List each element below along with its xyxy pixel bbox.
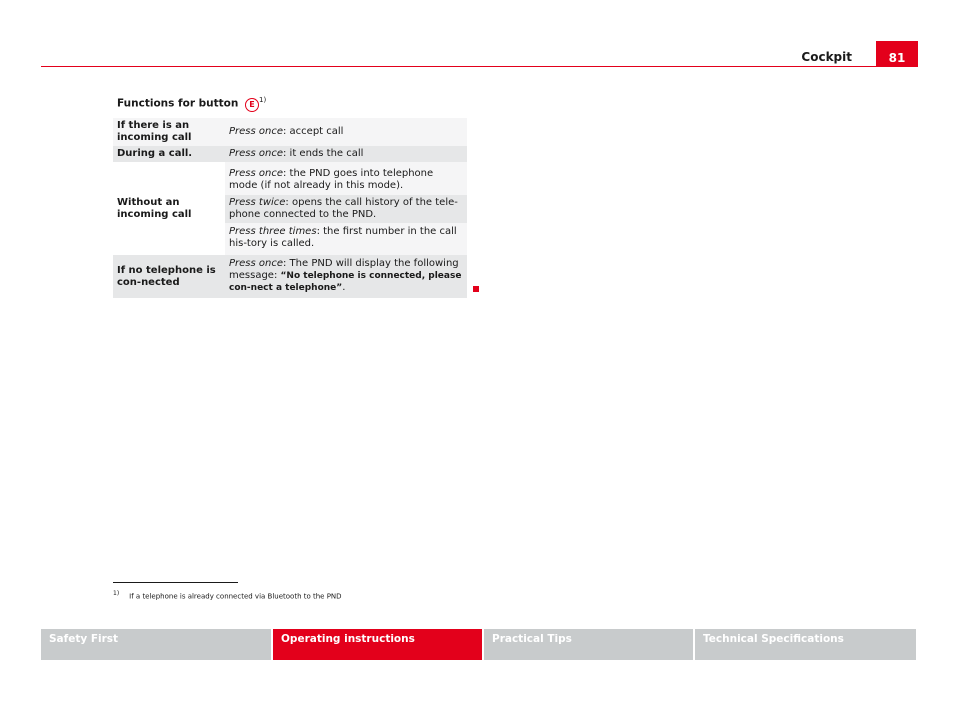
display-message: “No telephone is connected, please con-nect a telephone” — [229, 271, 462, 293]
row-description — [225, 195, 467, 223]
row-description — [225, 146, 467, 162]
button-functions-table — [113, 118, 467, 298]
table-row — [113, 146, 467, 162]
press-mode: Press once — [229, 168, 283, 179]
action-text: : accept call — [283, 126, 344, 137]
nav-tab-safety-first[interactable]: Safety First — [41, 629, 271, 660]
row-label: Without an incoming call — [113, 162, 225, 255]
nav-tab-technical-specifications[interactable]: Technical Specifications — [695, 629, 916, 660]
press-mode: Press once — [229, 126, 283, 137]
action-text: : opens the call history of the tele-phone connected to the PND. — [229, 197, 458, 220]
press-mode: Press twice — [229, 197, 286, 208]
press-mode: Press three times — [229, 226, 317, 237]
row-label: During a call. — [117, 148, 193, 159]
footnote-reference: 1) — [259, 96, 267, 104]
press-mode: Press once — [229, 148, 283, 159]
row-label: If there is an incoming call — [117, 120, 192, 143]
footnote — [113, 590, 342, 600]
footnote-text: If a telephone is already connected via Bluetooth to the PND — [129, 592, 342, 601]
row-description — [225, 223, 467, 255]
message-tail: . — [342, 282, 346, 293]
action-text: : The PND will display the following message: — [229, 258, 459, 281]
table-row — [113, 255, 467, 298]
nav-tab-operating-instructions[interactable]: Operating instructions — [273, 629, 482, 660]
row-description — [225, 255, 467, 298]
chapter-title: Cockpit — [801, 50, 852, 64]
section-heading-text: Functions for button — [117, 97, 239, 110]
page-number: 81 — [876, 41, 918, 67]
nav-tab-practical-tips[interactable]: Practical Tips — [484, 629, 693, 660]
footnote-rule — [113, 582, 238, 583]
button-e-icon: E — [245, 98, 259, 112]
row-description — [225, 118, 467, 146]
section-end-marker — [473, 286, 479, 292]
header-rule — [41, 66, 918, 67]
table-row — [113, 162, 467, 195]
row-label: If no telephone is con-nected — [117, 264, 216, 288]
action-text: : it ends the call — [283, 148, 364, 159]
table-row — [113, 118, 467, 146]
action-text: : the PND goes into telephone mode (if not already in this mode). — [229, 168, 434, 191]
section-nav-bar — [41, 629, 918, 660]
action-text: : the first number in the call his-tory is called. — [229, 226, 457, 249]
footnote-number: 1) — [113, 590, 120, 597]
section-heading — [117, 96, 266, 112]
press-mode: Press once — [229, 258, 283, 269]
row-description — [225, 162, 467, 195]
